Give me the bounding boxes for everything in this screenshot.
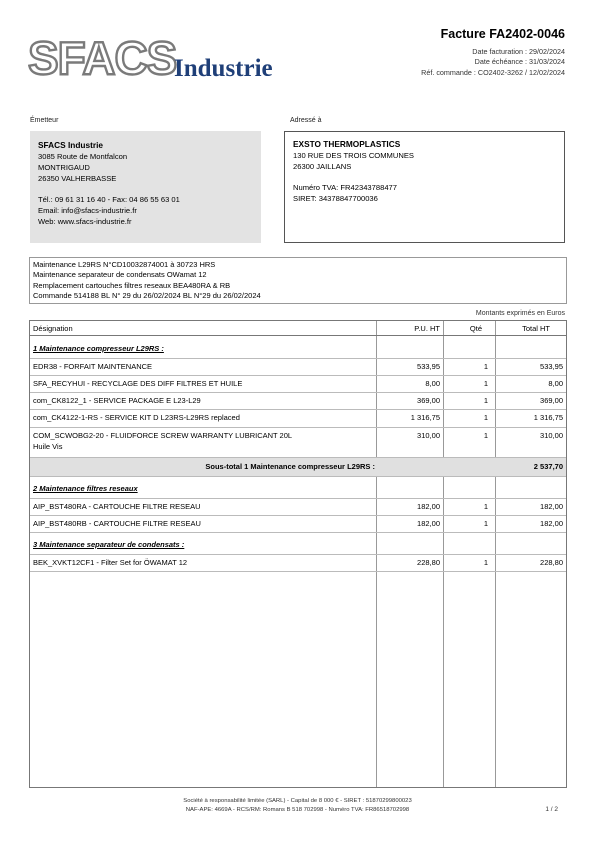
table-row (30, 428, 566, 458)
emitter-name: SFACS Industrie (38, 140, 104, 150)
logo-mark-text: SFACS (28, 32, 177, 84)
table-row (30, 499, 566, 516)
emitter-address-line: 26350 VALHERBASSE (38, 174, 117, 183)
table-row (30, 516, 566, 533)
row-designation: AIP_BST480RB - CARTOUCHE FILTRE RESEAU (33, 519, 201, 528)
subtotal-row (30, 458, 566, 477)
subject-line: Maintenance L29RS N°CD10032874001 à 30723 HRS (33, 260, 216, 269)
row-designation-line: COM_SCWOBG2-20 - FLUIDFORCE SCREW WARRANTY LUBRICANT 20L (33, 431, 293, 440)
footer-registration-line: NAF-APE: 4669A - RCS/RM: Romans B 518 702998 - Numéro TVA: FR86518702998 (185, 806, 410, 813)
recipient-block (284, 131, 565, 243)
emitter-phone: Tél.: 09 61 31 16 40 - Fax: 04 86 55 63 01 (38, 195, 180, 204)
logo-suffix-text: Industrie (174, 55, 273, 82)
recipient-siret: SIRET: 34378847700036 (293, 194, 378, 203)
header-unit-price: P.U. HT (414, 324, 440, 333)
emitter-block (30, 131, 261, 243)
row-quantity: 1 (483, 379, 488, 388)
row-total: 1 316,75 (533, 413, 563, 422)
row-unit-price: 182,00 (417, 502, 440, 511)
invoice-lines-table (29, 320, 567, 788)
header-total: Total HT (522, 324, 550, 333)
section-heading-row (30, 533, 566, 555)
row-quantity: 1 (483, 362, 488, 371)
row-designation (33, 431, 373, 452)
emitter-address-line: MONTRIGAUD (38, 163, 90, 172)
row-designation: AIP_BST480RA - CARTOUCHE FILTRE RESEAU (33, 502, 201, 511)
row-designation-detail: Huile Vis (33, 441, 63, 451)
recipient-vat: Numéro TVA: FR42343788477 (293, 183, 397, 192)
emitter-website: Web: www.sfacs-industrie.fr (38, 217, 132, 226)
row-unit-price: 533,95 (417, 362, 440, 371)
table-row (30, 376, 566, 393)
row-unit-price: 228,80 (417, 558, 440, 567)
subject-line: Commande 514188 BL N° 29 du 26/02/2024 BL N°29 du 26/02/2024 (33, 291, 261, 301)
company-logo (28, 30, 298, 90)
recipient-label: Adressé à (290, 117, 322, 124)
section-heading-row (30, 336, 566, 359)
row-unit-price: 1 316,75 (410, 413, 440, 422)
row-quantity: 1 (483, 431, 488, 440)
row-designation: BEK_XVKT12CF1 - Filter Set for ÖWAMAT 12 (33, 558, 188, 567)
invoice-order-ref: Réf. commande : CO2402-3262 / 12/02/2024 (421, 67, 565, 77)
table-row (30, 410, 566, 428)
section-heading-row (30, 477, 566, 499)
page-number: 1 / 2 (545, 806, 558, 813)
table-row (30, 555, 566, 572)
section-title: 1 Maintenance compresseur L29RS : (33, 344, 164, 353)
subject-line: Maintenance separateur de condensats OWamat 12 (33, 270, 207, 280)
row-total: 228,80 (540, 558, 563, 567)
invoice-due-date: Date échéance : 31/03/2024 (474, 57, 565, 67)
header-designation: Désignation (33, 324, 73, 333)
table-row (30, 393, 566, 410)
page-footer (0, 797, 595, 814)
emitter-label: Émetteur (30, 117, 59, 124)
subtotal-amount: 2 537,70 (533, 462, 563, 471)
row-unit-price: 369,00 (417, 396, 440, 405)
invoice-title: Facture FA2402-0046 (440, 27, 565, 41)
subject-line: Remplacement cartouches filtres reseaux BEA480RA & RB (33, 280, 231, 290)
row-total: 8,00 (548, 379, 563, 388)
row-total: 533,95 (540, 362, 563, 371)
invoice-meta (421, 47, 565, 78)
header-quantity: Qté (469, 324, 482, 333)
row-quantity: 1 (483, 502, 488, 511)
row-designation: SFA_RECYHUI - RECYCLAGE DES DIFF FILTRES ET HUILE (33, 379, 243, 388)
currency-note: Montants exprimés en Euros (475, 310, 565, 317)
row-total: 369,00 (540, 396, 563, 405)
row-designation: com_CK8122_1 - SERVICE PACKAGE E L23-L29 (33, 396, 201, 405)
table-header (30, 321, 566, 336)
invoice-subject (29, 257, 567, 304)
table-row (30, 359, 566, 376)
emitter-email: Email: info@sfacs-industrie.fr (38, 206, 137, 215)
row-unit-price: 182,00 (417, 519, 440, 528)
row-quantity: 1 (483, 396, 488, 405)
row-total: 182,00 (540, 502, 563, 511)
row-designation: com_CK4122-1-RS - SERVICE KIT D L23RS-L29RS replaced (33, 413, 240, 422)
subtotal-label: Sous-total 1 Maintenance compresseur L29RS : (205, 462, 375, 471)
invoice-date: Date facturation : 29/02/2024 (472, 47, 565, 56)
emitter-address-line: 3085 Route de Montfalcon (38, 152, 128, 161)
row-total: 182,00 (540, 519, 563, 528)
row-quantity: 1 (483, 558, 488, 567)
row-quantity: 1 (483, 413, 488, 422)
section-title: 3 Maintenance separateur de condensats : (33, 540, 185, 549)
section-title: 2 Maintenance filtres reseaux (33, 484, 138, 493)
row-total: 310,00 (540, 431, 563, 440)
recipient-address-line: 26300 JAILLANS (293, 162, 352, 171)
recipient-address-line: 130 RUE DES TROIS COMMUNES (293, 151, 414, 160)
row-quantity: 1 (483, 519, 488, 528)
row-designation: EDR38 - FORFAIT MAINTENANCE (33, 362, 153, 371)
footer-legal-line: Société à responsabilité limitée (SARL) - Capital de 8 000 € - SIRET : 51870299800023 (183, 798, 412, 804)
row-unit-price: 310,00 (417, 431, 440, 440)
row-unit-price: 8,00 (425, 379, 440, 388)
recipient-name: EXSTO THERMOPLASTICS (293, 139, 401, 149)
